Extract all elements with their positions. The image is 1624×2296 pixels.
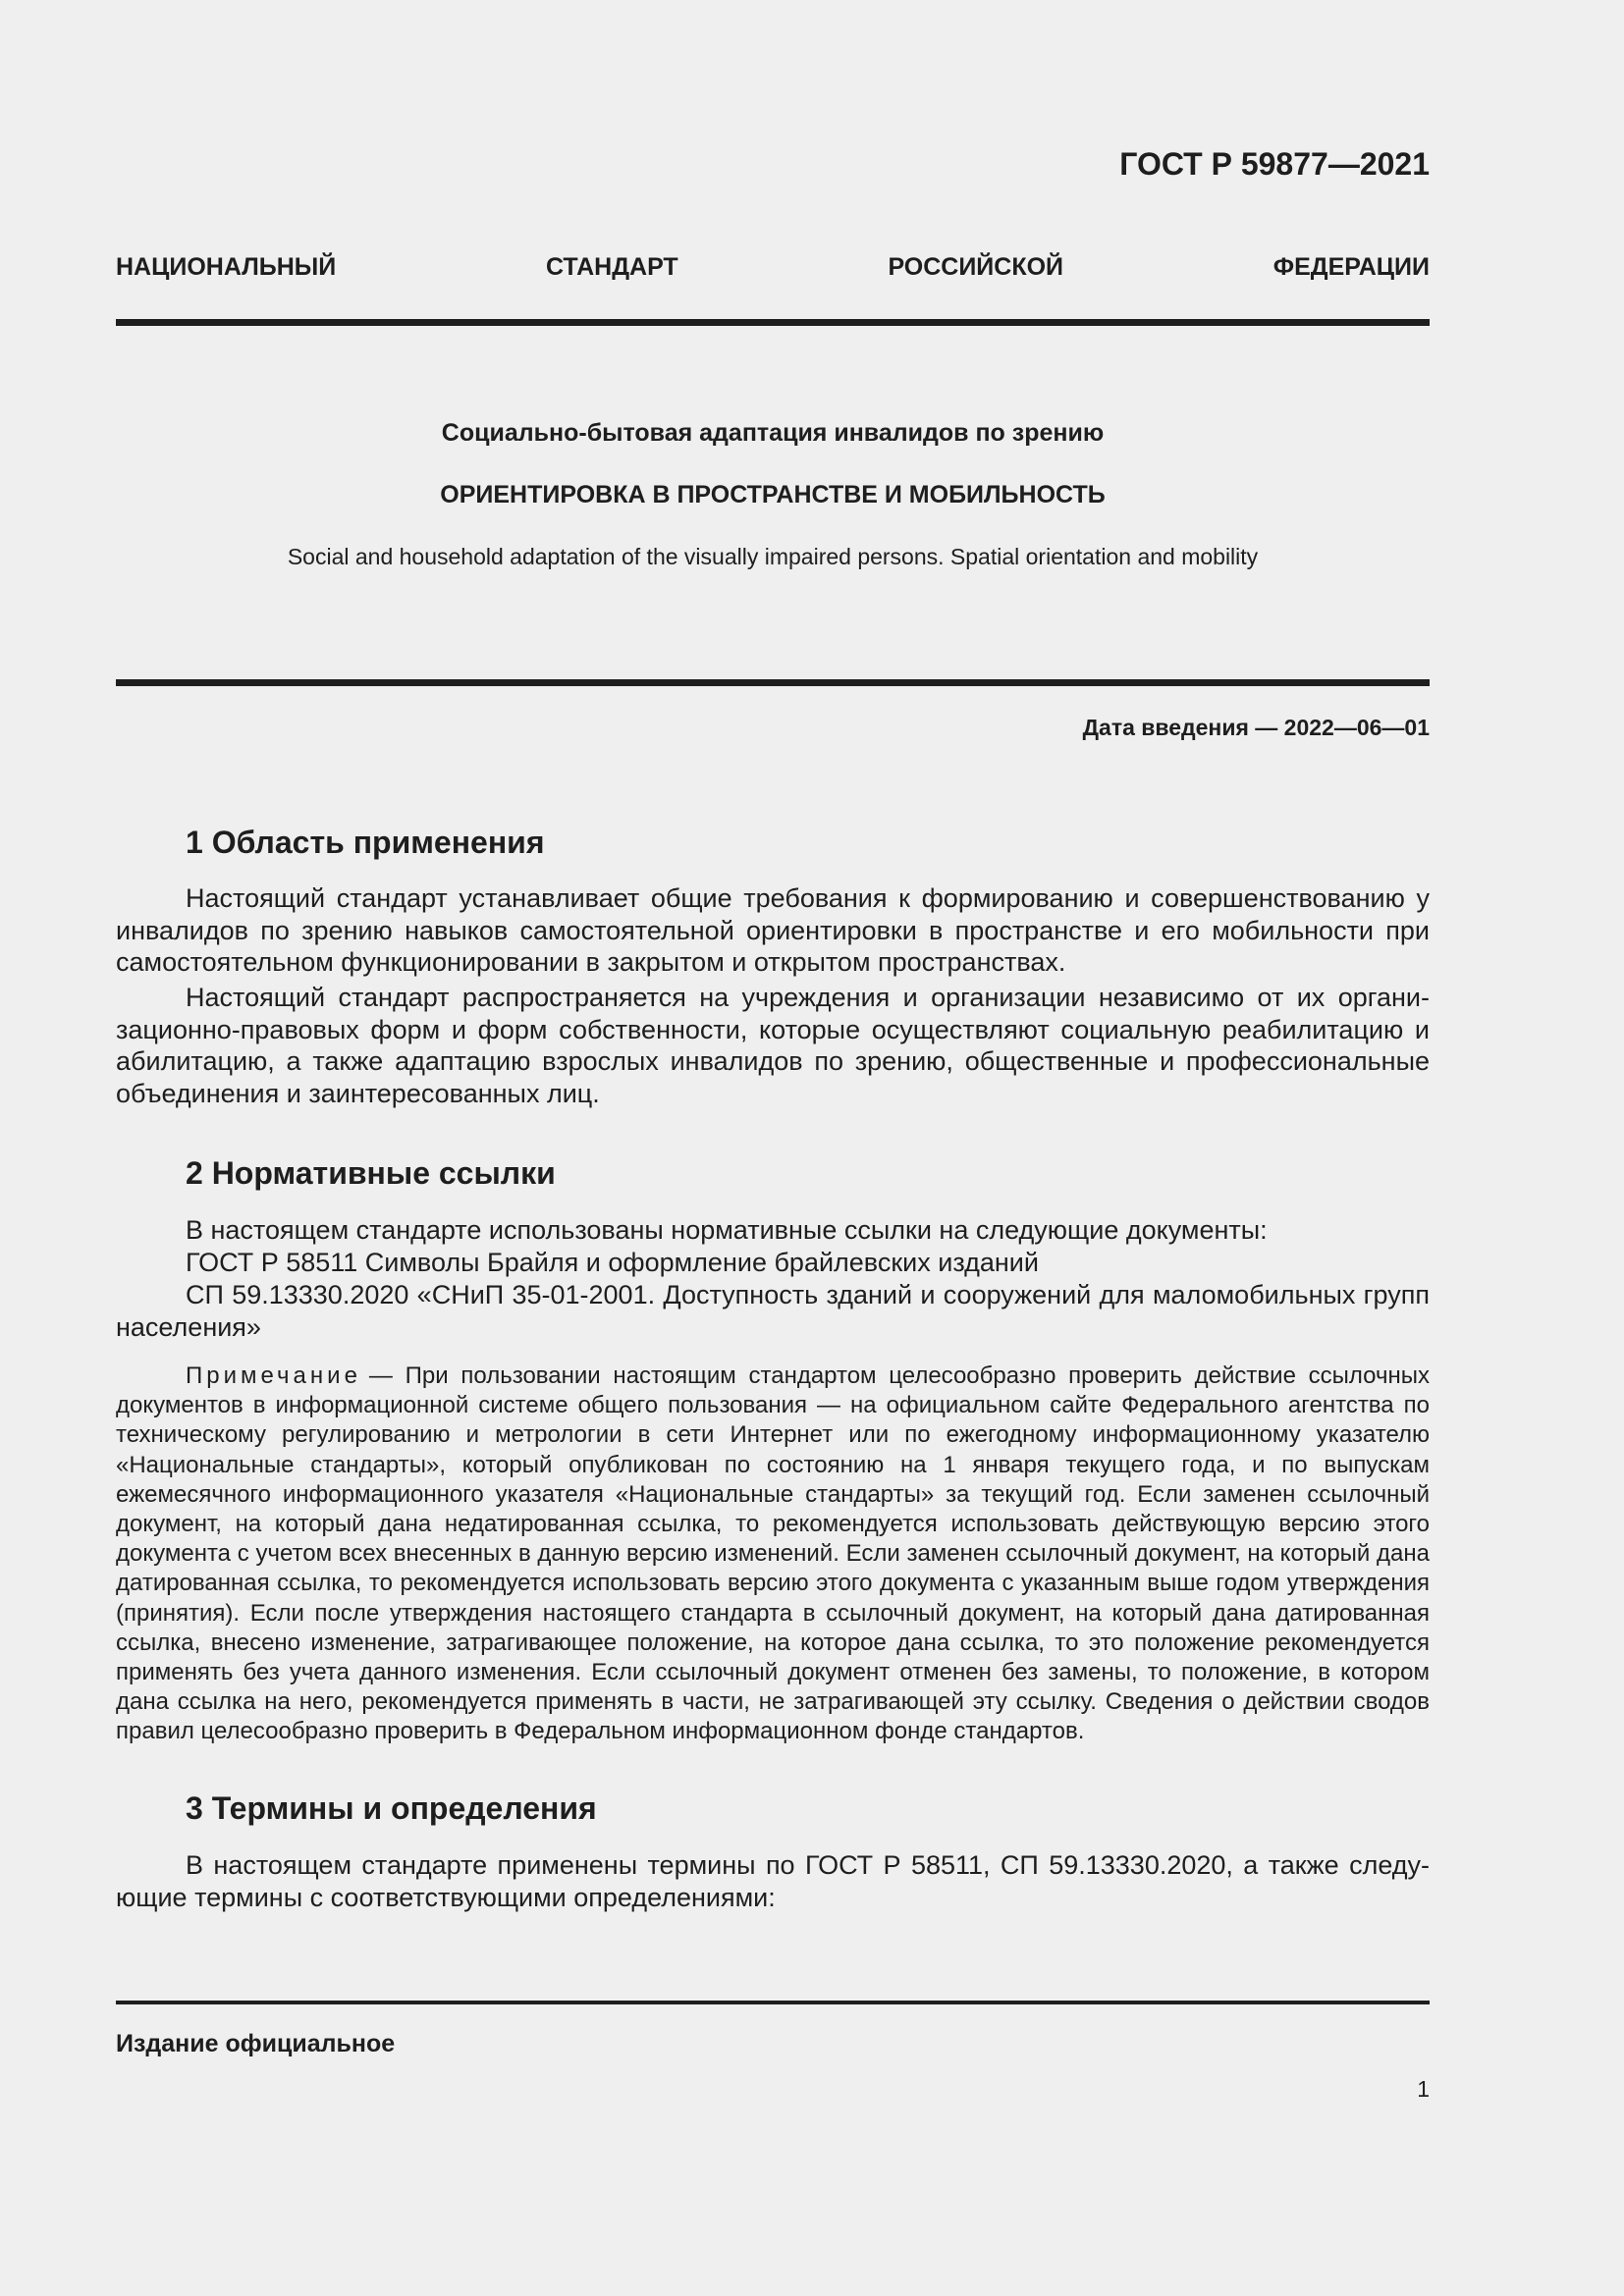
paragraph-terms-intro: В настоящем стандарте применены термины по ГОСТ Р 58511, СП 59.13330.2020, а также следующие термины с соответствующими определениями: [116, 1850, 1430, 1912]
reference-sp-59: СП 59.13330.2020 «СНиП 35-01-2001. Доступность зданий и сооружений для маломобильных групп населения» [116, 1280, 1430, 1342]
title-english: Social and household adaptation of the visually impaired persons. Spatial orientation and mobility [287, 544, 1259, 569]
references-note [116, 1362, 1430, 1747]
reference-gost-58511: ГОСТ Р 58511 Символы Брайля и оформление брайлевских изданий [186, 1248, 1039, 1277]
section-heading-terms: 3 Термины и определения [186, 1790, 597, 1826]
top-rule [116, 319, 1430, 326]
section-heading-scope: 1 Область применения [186, 825, 545, 860]
official-edition-label: Издание официальное [116, 2030, 396, 2057]
introduction-date: Дата введения — 2022—06—01 [1082, 715, 1430, 740]
national-standard-banner: НАЦИОНАЛЬНЫЙ СТАНДАРТ РОССИЙСКОЙ ФЕДЕРАЦИИ [116, 253, 1430, 281]
title-main: ОРИЕНТИРОВКА В ПРОСТРАНСТВЕ И МОБИЛЬНОСТЬ [440, 481, 1106, 508]
document-page [116, 0, 1430, 2296]
note-text: — При пользовании настоящим стандартом целесообразно проверить действие ссылочных документов в информационной системе общего пользования — на официальном сайте Федерального агентства по техническому регулированию и метрологии в сети Интернет или по ежегодному информационному указателю «Национальные стандарты», который опубликован по состоянию на 1 января текущего года, и по выпускам ежемесячного информационного указателя «Национальные стандарты» за текущий год. Если заменен ссылочный документ, на который дана недатированная ссылка, то рекомендуется использовать действующую версию этого документа с учетом всех внесенных в данную версию изменений. Если заменен ссылочный документ, на который дана датированная ссылка, то рекомендуется использовать версию этого документа с указанным выше годом утверждения (принятия). Если после утверждения настоящего стандарта в ссылочный документ, на который дана датированная ссылка, внесено изменение, затрагивающее положение, на которое дана ссылка, то это положение рекомендуется применять без учета данного изменения. Если ссылочный документ отменен без замены, то положение, в котором дана ссылка на него, рекомендуется применять в части, не затрагивающей эту ссылку. Сведения о действии сводов правил целесообразно проверить в Федеральном информационном фонде стандартов. [116, 1362, 1430, 1745]
title-bottom-rule [116, 679, 1430, 686]
paragraph-references-intro: В настоящем стандарте использованы нормативные ссылки на следующие документы: [186, 1215, 1268, 1245]
paragraph-scope-2: Настоящий стандарт распространяется на учреждения и организации независимо от их организационно-правовых форм и форм собственности, которые осуществляют социальную реабилитацию и абилитацию, а также адаптацию взрослых инвалидов по зрению, общественные и профессиональные объединения и заинтересованных лиц. [116, 983, 1430, 1108]
title-russian: Социально-бытовая адаптация инвалидов по зрению [441, 419, 1105, 447]
page-number: 1 [1417, 2076, 1430, 2102]
footer-rule [116, 2001, 1430, 2004]
note-label: Примечание [186, 1362, 361, 1389]
section-heading-references: 2 Нормативные ссылки [186, 1155, 556, 1191]
document-number: ГОСТ Р 59877—2021 [1119, 146, 1430, 182]
paragraph-scope-1: Настоящий стандарт устанавливает общие требования к формированию и совершенствованию у инвалидов по зрению навыков самостоятельной ориентировки в пространстве и его мобильности при самостоятельном функционировании в закрытом и открытом пространствах. [116, 883, 1430, 977]
